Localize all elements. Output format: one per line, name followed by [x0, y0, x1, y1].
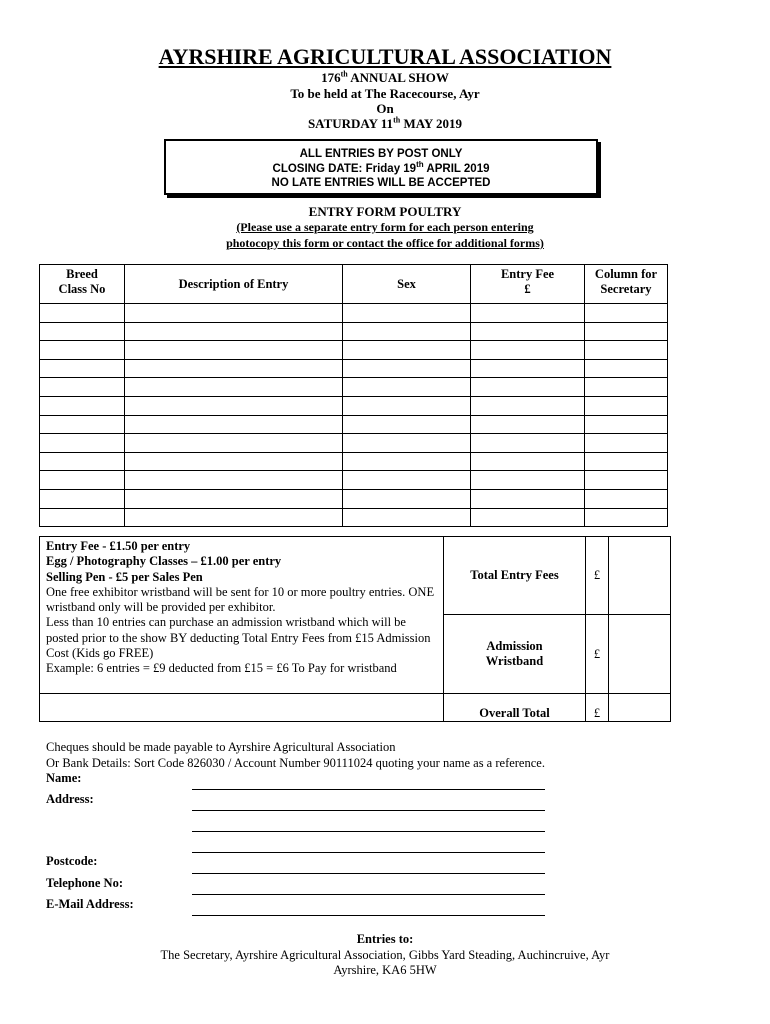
secretary-address-line-1: The Secretary, Ayrshire Agricultural Association, Gibbs Yard Steading, Auchincruive, Ayr: [160, 948, 610, 962]
description-cell[interactable]: [125, 396, 343, 415]
breed-class-cell[interactable]: [40, 452, 125, 471]
secretary-cell[interactable]: [585, 508, 668, 527]
secretary-cell[interactable]: [585, 378, 668, 397]
name-label: Name:: [46, 771, 82, 785]
fee-line-4: One free exhibitor wristband will be sent for 10 or more poultry entries. ONE wristband only will be provided per exhibitor.: [46, 584, 435, 615]
notice-line-1: ALL ENTRIES BY POST ONLY: [299, 148, 463, 160]
on-line: On: [376, 101, 394, 116]
entry-row: [40, 471, 668, 490]
show-label: ANNUAL SHOW: [347, 70, 449, 85]
breed-class-cell[interactable]: [40, 489, 125, 508]
breed-class-cell[interactable]: [40, 359, 125, 378]
breed-class-cell[interactable]: [40, 508, 125, 527]
entry-row: [40, 304, 668, 323]
closing-date-pre: CLOSING DATE: Friday 19: [272, 162, 417, 175]
entry-fee-cell[interactable]: [471, 304, 585, 323]
description-cell[interactable]: [125, 471, 343, 490]
entries-notice-box: [164, 139, 598, 195]
sex-cell[interactable]: [343, 489, 471, 508]
secretary-cell[interactable]: [585, 452, 668, 471]
fee-line-6: Example: 6 entries = £9 deducted from £15 = £6 To Pay for wristband: [46, 661, 397, 676]
email-label: E-Mail Address:: [46, 897, 134, 911]
fee-info: [40, 537, 444, 694]
sex-cell[interactable]: [343, 415, 471, 434]
date-pre: SATURDAY 11: [307, 116, 394, 131]
entry-row: [40, 341, 668, 360]
description-cell[interactable]: [125, 434, 343, 453]
postcode-line[interactable]: [192, 873, 545, 874]
overall-total-currency: £: [586, 694, 609, 722]
address-line-2[interactable]: [192, 831, 545, 832]
page-title: AYRSHIRE AGRICULTURAL ASSOCIATION: [158, 44, 612, 69]
entry-fee-cell[interactable]: [471, 378, 585, 397]
secretary-cell[interactable]: [585, 489, 668, 508]
total-entry-fees-currency: £: [586, 537, 609, 615]
entry-row: [40, 489, 668, 508]
sex-cell[interactable]: [343, 304, 471, 323]
secretary-cell[interactable]: [585, 322, 668, 341]
entry-fee-cell[interactable]: [471, 434, 585, 453]
name-line[interactable]: [192, 789, 545, 790]
entry-table-header: [40, 265, 668, 304]
secretary-cell[interactable]: [585, 471, 668, 490]
sex-cell[interactable]: [343, 508, 471, 527]
description-cell[interactable]: [125, 452, 343, 471]
admission-wristband-amount[interactable]: [609, 615, 671, 694]
email-line[interactable]: [192, 915, 545, 916]
overall-blank-cell: [40, 694, 444, 722]
breed-class-cell[interactable]: [40, 378, 125, 397]
postcode-label: Postcode:: [46, 854, 98, 868]
header-entry-fee: Entry Fee £: [471, 265, 585, 304]
payment-cheques: Cheques should be made payable to Ayrshire Agricultural Association: [46, 740, 396, 754]
breed-class-cell[interactable]: [40, 434, 125, 453]
entry-fee-cell[interactable]: [471, 508, 585, 527]
secretary-cell[interactable]: [585, 415, 668, 434]
closing-date-suffix: th: [416, 159, 424, 169]
breed-class-cell[interactable]: [40, 322, 125, 341]
date-suffix: th: [393, 115, 401, 125]
entry-fee-cell[interactable]: [471, 471, 585, 490]
description-cell[interactable]: [125, 304, 343, 323]
sex-cell[interactable]: [343, 434, 471, 453]
entry-fee-cell[interactable]: [471, 359, 585, 378]
entry-fee-cell[interactable]: [471, 322, 585, 341]
secretary-cell[interactable]: [585, 434, 668, 453]
sex-cell[interactable]: [343, 471, 471, 490]
notice-line-2: [166, 159, 596, 177]
total-entry-fees-amount[interactable]: [609, 537, 671, 615]
show-number: 176: [321, 70, 341, 85]
entry-fee-cell[interactable]: [471, 415, 585, 434]
header-sex: Sex: [343, 265, 471, 304]
description-cell[interactable]: [125, 415, 343, 434]
telephone-label: Telephone No:: [46, 876, 123, 890]
description-cell[interactable]: [125, 508, 343, 527]
show-number-line: [0, 70, 770, 85]
description-cell[interactable]: [125, 359, 343, 378]
payment-bank-details: Or Bank Details: Sort Code 826030 / Account Number 90111024 quoting your name as a reference.: [46, 756, 545, 770]
entry-fee-cell[interactable]: [471, 396, 585, 415]
entry-row: [40, 322, 668, 341]
breed-class-cell[interactable]: [40, 341, 125, 360]
fees-table: [39, 536, 671, 722]
date-post: MAY 2019: [400, 116, 463, 131]
entry-row: [40, 508, 668, 527]
entry-fee-cell[interactable]: [471, 341, 585, 360]
entries-to-heading: Entries to:: [356, 932, 414, 946]
sex-cell[interactable]: [343, 322, 471, 341]
secretary-address-line-2: Ayrshire, KA6 5HW: [333, 963, 437, 977]
fee-line-5: Less than 10 entries can purchase an admission wristband which will be posted prior to the show BY deducting Total Entry Fees from £15 Admission Cost (Kids go FREE): [46, 615, 431, 661]
admission-wristband-currency: £: [586, 615, 609, 694]
secretary-cell[interactable]: [585, 396, 668, 415]
description-cell[interactable]: [125, 322, 343, 341]
address-label: Address:: [46, 792, 94, 806]
entry-row: [40, 434, 668, 453]
sex-cell[interactable]: [343, 452, 471, 471]
description-cell[interactable]: [125, 341, 343, 360]
entry-row: [40, 415, 668, 434]
entry-table: [39, 264, 668, 527]
entry-fee-cell[interactable]: [471, 489, 585, 508]
breed-class-cell[interactable]: [40, 471, 125, 490]
venue-line: To be held at The Racecourse, Ayr: [290, 86, 480, 101]
description-cell[interactable]: [125, 378, 343, 397]
breed-class-cell[interactable]: [40, 415, 125, 434]
entry-row: [40, 359, 668, 378]
description-cell[interactable]: [125, 489, 343, 508]
secretary-cell[interactable]: [585, 304, 668, 323]
header-breed-class: Breed Class No: [40, 265, 125, 304]
secretary-cell[interactable]: [585, 341, 668, 360]
form-title: ENTRY FORM POULTRY: [308, 204, 462, 219]
date-line: [0, 116, 770, 131]
entry-row: [40, 452, 668, 471]
header-description: Description of Entry: [125, 265, 343, 304]
admission-wristband-label: Admission Wristband: [444, 615, 586, 694]
entry-fee-cell[interactable]: [471, 452, 585, 471]
telephone-line[interactable]: [192, 894, 545, 895]
fee-line-1: Entry Fee - £1.50 per entry: [46, 539, 191, 553]
total-entry-fees-label: Total Entry Fees: [444, 537, 586, 615]
notice-line-3: NO LATE ENTRIES WILL BE ACCEPTED: [271, 177, 491, 189]
address-line-1[interactable]: [192, 810, 545, 811]
address-line-3[interactable]: [192, 852, 545, 853]
entry-row: [40, 396, 668, 415]
header-secretary: Column for Secretary: [585, 265, 668, 304]
secretary-cell[interactable]: [585, 359, 668, 378]
sex-cell[interactable]: [343, 396, 471, 415]
sex-cell[interactable]: [343, 359, 471, 378]
sex-cell[interactable]: [343, 378, 471, 397]
fee-line-2: Egg / Photography Classes – £1.00 per entry: [46, 554, 282, 569]
closing-date-post: APRIL 2019: [423, 162, 490, 175]
sex-cell[interactable]: [343, 341, 471, 360]
fee-line-3: Selling Pen - £5 per Sales Pen: [46, 569, 203, 584]
show-number-suffix: th: [340, 69, 348, 79]
form-note-1: (Please use a separate entry form for each person entering: [236, 220, 534, 234]
entry-row: [40, 378, 668, 397]
breed-class-cell[interactable]: [40, 396, 125, 415]
overall-total-label: Overall Total: [444, 694, 586, 722]
form-note-2: photocopy this form or contact the office for additional forms): [226, 236, 544, 250]
breed-class-cell[interactable]: [40, 304, 125, 323]
overall-total-amount[interactable]: [609, 694, 671, 722]
